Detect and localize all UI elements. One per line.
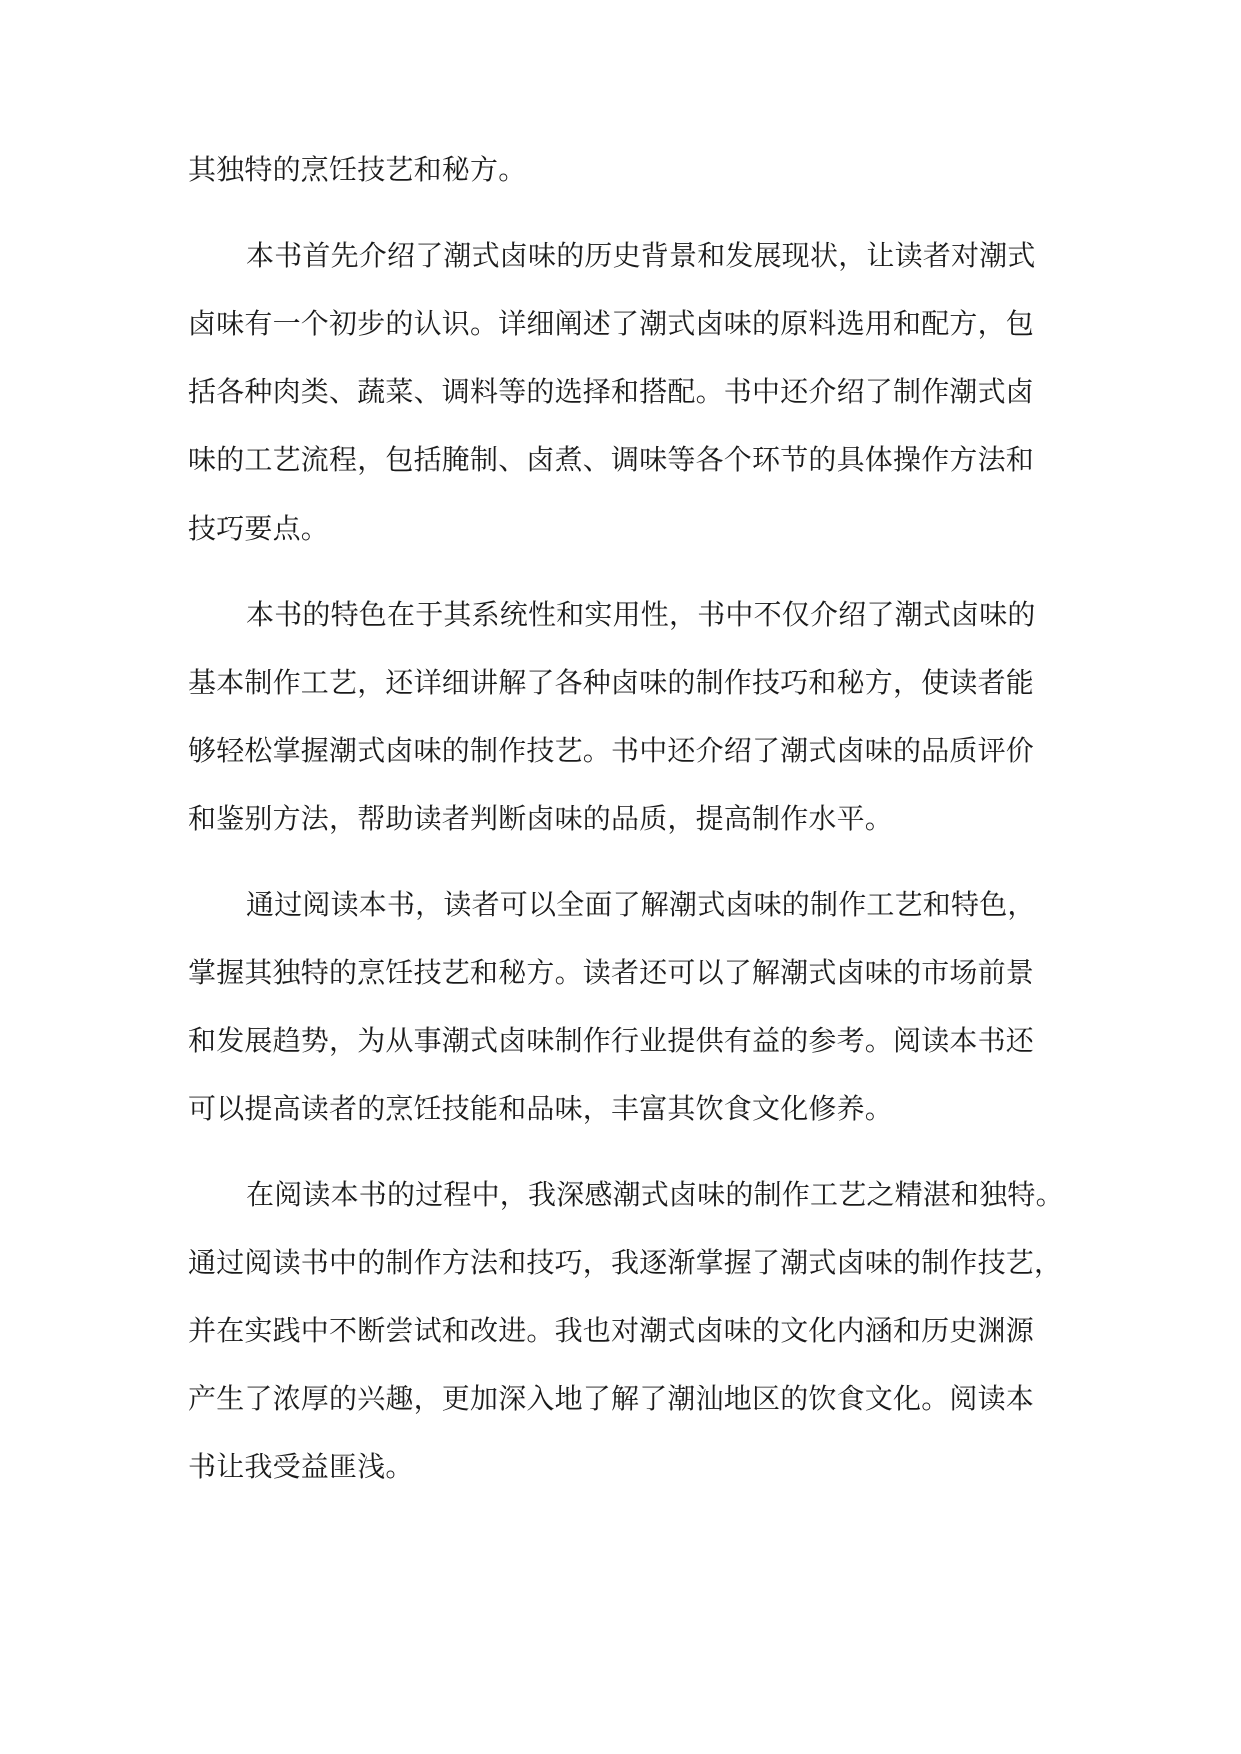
paragraph-line: 并在实践中不断尝试和改进。我也对潮式卤味的文化内涵和历史渊源	[188, 1314, 1035, 1347]
paragraph-line: 卤味有一个初步的认识。详细阐述了潮式卤味的原料选用和配方，包	[188, 307, 1035, 340]
paragraph-line: 够轻松掌握潮式卤味的制作技艺。书中还介绍了潮式卤味的品质评价	[188, 734, 1035, 767]
paragraph-line: 其独特的烹饪技艺和秘方。	[188, 153, 527, 186]
paragraph-line: 基本制作工艺，还详细讲解了各种卤味的制作技巧和秘方，使读者能	[188, 666, 1035, 699]
paragraph-line: 可以提高读者的烹饪技能和品味，丰富其饮食文化修养。	[188, 1092, 894, 1125]
paragraph-line: 和发展趋势，为从事潮式卤味制作行业提供有益的参考。阅读本书还	[188, 1024, 1035, 1057]
paragraph-line: 本书的特色在于其系统性和实用性，书中不仅介绍了潮式卤味的	[246, 598, 1036, 631]
paragraph-line: 味的工艺流程，包括腌制、卤煮、调味等各个环节的具体操作方法和	[188, 443, 1035, 476]
paragraph-line: 技巧要点。	[188, 512, 330, 545]
paragraph-line: 本书首先介绍了潮式卤味的历史背景和发展现状，让读者对潮式	[246, 239, 1036, 272]
paragraph-line: 括各种肉类、蔬菜、调料等的选择和搭配。书中还介绍了制作潮式卤	[188, 375, 1035, 408]
paragraph-line: 书让我受益匪浅。	[188, 1450, 414, 1483]
paragraph-line: 和鉴别方法，帮助读者判断卤味的品质，提高制作水平。	[188, 802, 894, 835]
paragraph-line: 掌握其独特的烹饪技艺和秘方。读者还可以了解潮式卤味的市场前景	[188, 956, 1035, 989]
paragraph-line: 通过阅读书中的制作方法和技巧，我逐渐掌握了潮式卤味的制作技艺，	[188, 1246, 1063, 1279]
paragraph-line: 产生了浓厚的兴趣，更加深入地了解了潮汕地区的饮食文化。阅读本	[188, 1382, 1035, 1415]
paragraph-line: 通过阅读本书，读者可以全面了解潮式卤味的制作工艺和特色，	[246, 888, 1036, 921]
paragraph-line: 在阅读本书的过程中，我深感潮式卤味的制作工艺之精湛和独特。	[246, 1178, 1064, 1211]
